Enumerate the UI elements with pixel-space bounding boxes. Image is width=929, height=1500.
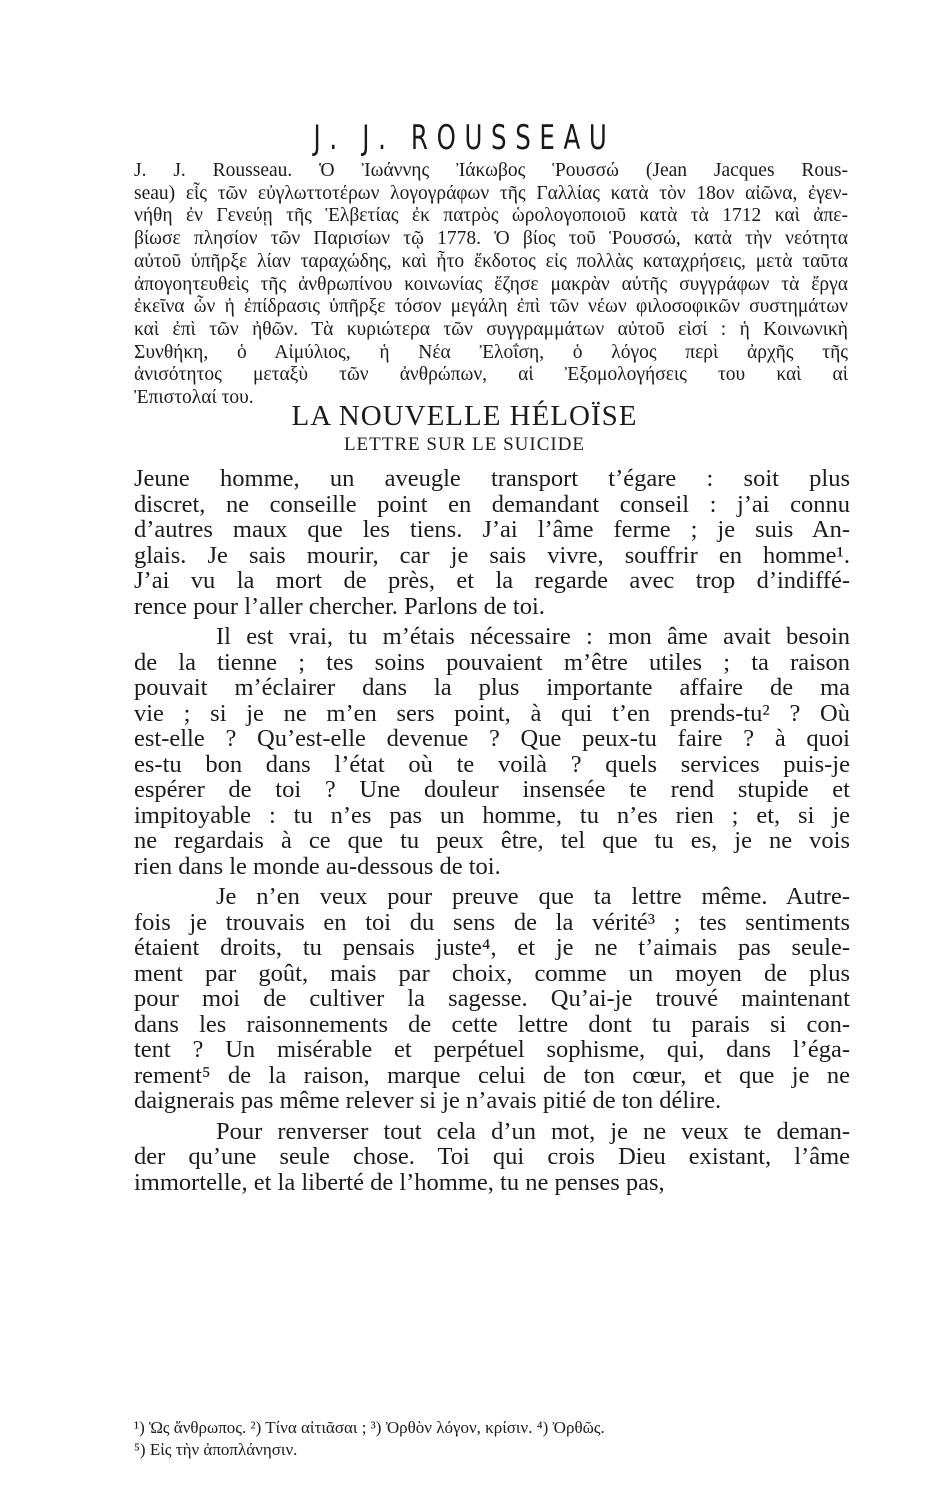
letter-line: impitoyable : tu n’es pas un homme, tu n’es rien ; et, si je [134,801,850,829]
bio-line: ἀνισότητος μεταξὺ τῶν ἀνθρώπων, αἱ Ἐξομολογήσεις του καὶ αἱ [134,364,848,386]
letter-line: ne regardais à ce que tu peux être, tel que tu es, je ne vois [134,827,850,854]
letter-line: es-tu bon dans l’état où te voilà ? quels services puis-je [134,750,850,778]
bio-line: αὐτοῦ ὑπῆρξε λίαν ταραχώδης, καὶ ἦτο ἔκδοτος εἰς πολλὰς καταχρήσεις, μετὰ ταῦτα [134,250,848,272]
letter-line: étaient droits, tu pensais juste⁴, et je ne t’aimais pas seule- [134,934,850,961]
page-title: J. J. ROUSSEAU [313,118,616,158]
letter-line: rien dans le monde au-dessous de toi. [134,852,501,880]
bio-line: βίωσε πλησίον τῶν Παρισίων τῷ 1778. Ὁ βίος τοῦ Ῥουσσώ, κατὰ τὴν νεότητα [134,228,848,250]
letter-line: Il est vrai, tu m’étais nécessaire : mon âme avait besoin [216,623,850,650]
bio-line: Ἐπιστολαί του. [134,387,254,409]
bio-line: ἀπογοητευθεὶς τῆς ἀνθρωπίνου κοινωνίας ἔζησε μακρὰν αὐτῆς συγγράφων τὰ ἔργα [134,273,848,295]
letter-text [134,466,850,1195]
bio-line: J. J. Rousseau. Ὁ Ἰωάννης Ἰάκωβος Ῥουσσώ (Jean Jacques Rous- [134,160,848,181]
letter-line: rence pour l’aller chercher. Parlons de toi. [134,592,545,620]
letter-line: d’autres maux que les tiens. J’ai l’âme ferme ; je suis An- [134,516,850,543]
letter-line: der qu’une seule chose. Toi qui crois Dieu existant, l’âme [134,1143,850,1170]
letter-line: est-elle ? Qu’est-elle devenue ? Que peux-tu faire ? à quoi [134,725,850,752]
letter-line: de la tienne ; tes soins pouvaient m’être utiles ; ta raison [134,648,850,676]
bio-line: ἐκεῖνα ὧν ἡ ἐπίδρασις ὑπῆρξε τόσον μεγάλη ἐπὶ τῶν νέων φιλοσοφικῶν συστημάτων [134,296,848,318]
letter-line: Pour renverser tout cela d’un mot, je ne veux te deman- [216,1117,850,1145]
letter-line: vie ; si je ne m’en sers point, à qui t’en prends-tu² ? Où [134,699,850,727]
letter-line: fois je trouvais en toi du sens de la vérité³ ; tes sentiments [134,908,850,936]
footnotes [134,1417,850,1461]
letter-line: discret, ne conseille point en demandant conseil : j’ai connu [134,490,850,518]
letter-line: glais. Je sais mourir, car je sais vivre, souffrir en homme¹. [134,541,850,569]
work-title: LA NOUVELLE HÉLOÏSE [291,400,638,432]
letter-line: dans les raisonnements de cette lettre dont tu parais si con- [134,1010,850,1038]
bio-line: Συνθήκη, ὁ Αἰμύλιος, ἡ Νέα Ἐλοΐση, ὁ λόγος περὶ ἀρχῆς τῆς [134,341,848,363]
bio-line: νήθη ἐν Γενεύῃ τῆς Ἑλβετίας ἐκ πατρὸς ὡρολογοποιοῦ κατὰ τὰ 1712 καὶ ἀπε- [134,205,848,227]
letter-line: pouvait m’éclairer dans la plus importante affaire de ma [134,674,850,701]
footnote-line: ⁵) Εἰς τὴν ἀποπλάνησιν. [134,1440,298,1459]
letter-line: Je n’en veux pour preuve que ta lettre même. Autre- [216,883,850,910]
footnote-line: ¹) Ὡς ἄνθρωπος. ²) Τίνα αἰτιᾶσαι ; ³) Ὀρθὸν λόγον, κρίσιν. ⁴) Ὀρθῶς. [134,1418,605,1437]
letter-line: ment par goût, mais par choix, comme un moyen de plus [134,959,850,987]
letter-line: daignerais pas même relever si je n’avais pitié de ton délire. [134,1087,722,1114]
work-subtitle: LETTRE SUR LE SUICIDE [343,434,586,455]
letter-line: espérer de toi ? Une douleur insensée te rend stupide et [134,776,850,803]
letter-line: Jeune homme, un aveugle transport t’égare : soit plus [134,465,850,492]
bio-line: καὶ ἐπὶ τῶν ἠθῶν. Τὰ κυριώτερα τῶν συγγραμμάτων αὐτοῦ εἰσί : ἡ Κοινωνικὴ [134,318,848,340]
letter-line: immortelle, et la liberté de l’homme, tu ne penses pas, [134,1168,665,1196]
letter-line: J’ai vu la mort de près, et la regarde avec trop d’indiffé- [134,567,850,594]
author-biography [134,160,848,410]
letter-line: rement⁵ de la raison, marque celui de ton cœur, et que je ne [134,1061,850,1089]
letter-line: tent ? Un misérable et perpétuel sophisme, qui, dans l’éga- [134,1036,850,1063]
bio-line: seau) εἷς τῶν εὐγλωττοτέρων λογογράφων τῆς Γαλλίας κατὰ τὸν 18ον αἰῶνα, ἐγεν- [134,182,848,204]
letter-line: pour moi de cultiver la sagesse. Qu’ai-je trouvé maintenant [134,985,850,1012]
